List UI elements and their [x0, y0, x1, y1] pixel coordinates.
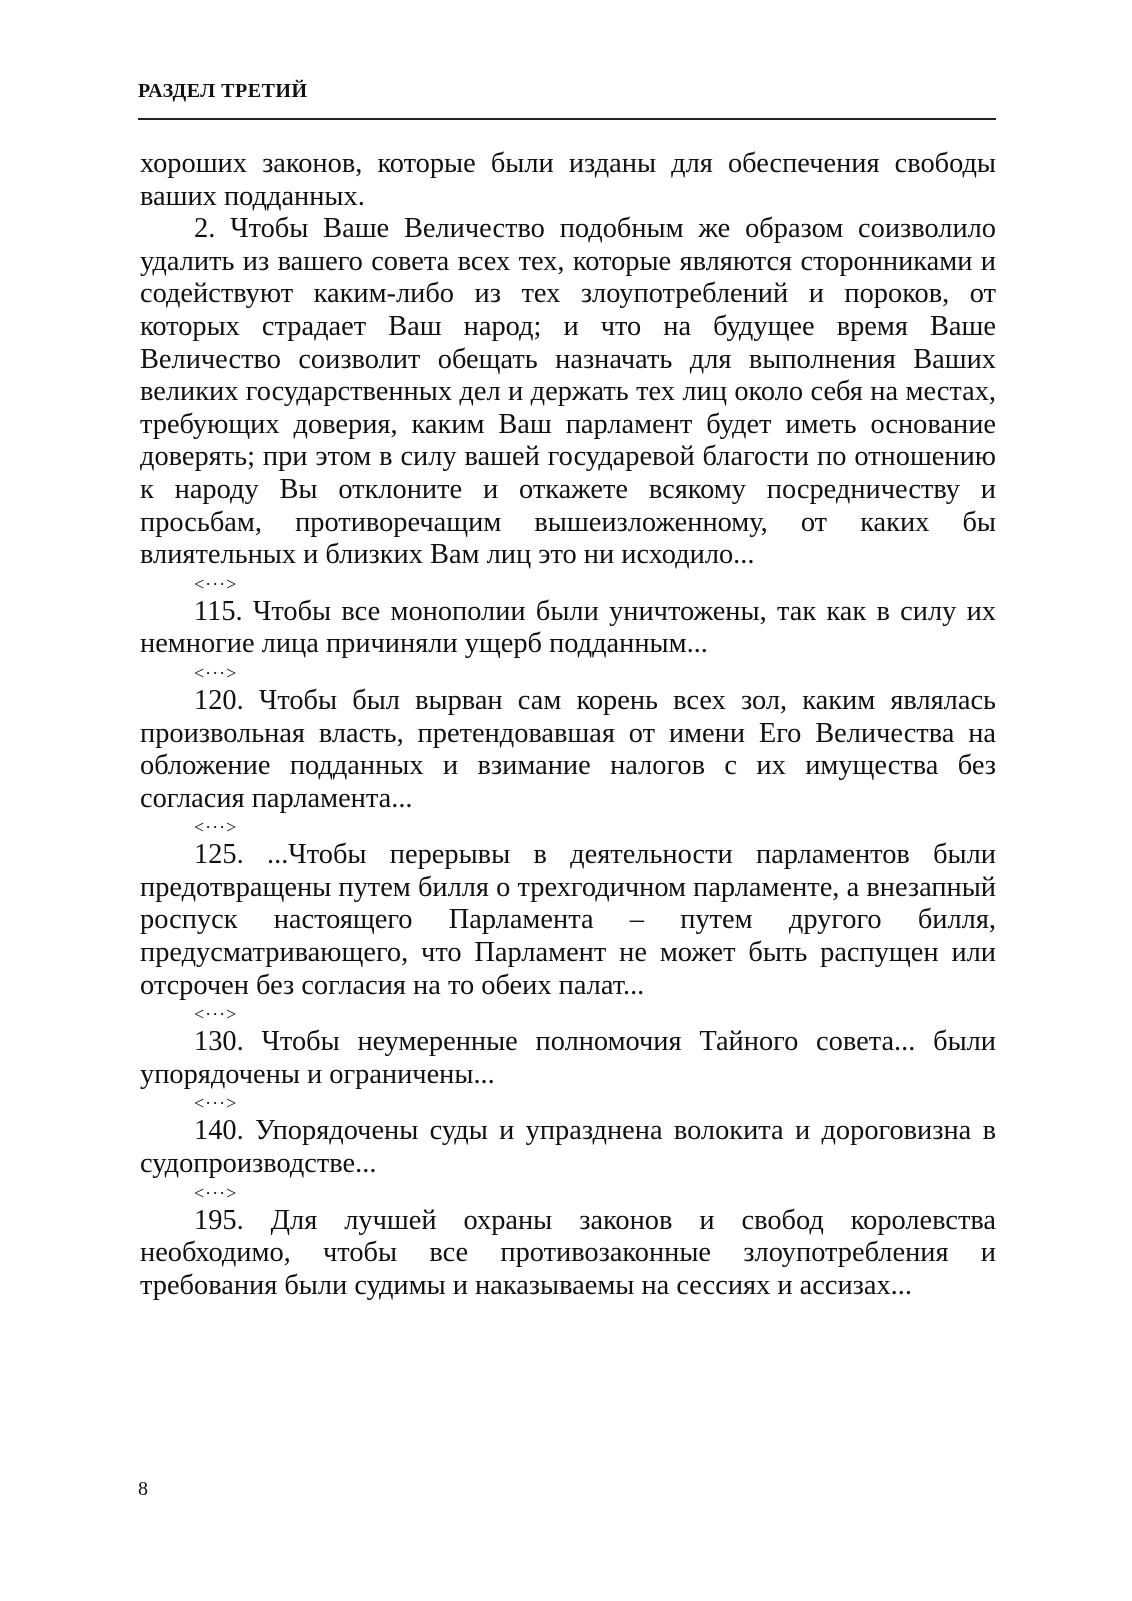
paragraph-item-195: 195. Для лучшей охраны законов и свобод королевства необходимо, чтобы все противозаконные злоупотребления и требования были судимы и наказываемы на сессиях и ассизах...: [140, 1204, 996, 1301]
omission-marker: <···>: [194, 1004, 238, 1025]
section-header: РАЗДЕЛ ТРЕТИЙ: [138, 80, 308, 102]
paragraph-item-140: 140. Упорядочены суды и упразднена волокита и дороговизна в судопроизводстве...: [140, 1115, 996, 1180]
paragraph-continuation: хороших законов, которые были изданы для обеспечения свободы ваших подданных.: [140, 148, 996, 212]
document-body: [140, 148, 996, 1302]
paragraph-item-125: 125. ...Чтобы перерывы в деятельности парламентов были предотвращены путем билля о трехгодичном парламенте, а внезапный роспуск настоящего Парламента – путем другого билля, предусматривающего, что Парламент не может быть распущен или отсрочен без согласия на то обеих палат...: [140, 839, 996, 1001]
omission-marker: <···>: [194, 573, 238, 594]
header-rule: [138, 118, 996, 120]
paragraph-item-2: 2. Чтобы Ваше Величество подобным же образом соизволило удалить из вашего совета всех тех, которые являются сторонниками и содействуют каким-либо из тех злоупотреблений и пороков, от которых страдает Ваш народ; и что на будущее время Ваше Величество соизволит обещать назначать для выполнения Ваших великих государственных дел и держать тех лиц около себя на местах, требующих доверия, каким Ваш парламент будет иметь основание доверять; при этом в силу вашей государевой благости по отношению к народу Вы отклоните и откажете всякому посредничеству и просьбам, противоречащим вышеизложенному, от каких бы влиятельных и близких Вам лиц это ни исходило...: [140, 213, 996, 571]
omission-marker: <···>: [194, 1093, 238, 1114]
omission-marker: <···>: [194, 662, 238, 683]
paragraph-item-115: 115. Чтобы все монополии были уничтожены, так как в силу их немногие лица причиняли ущерб подданным...: [140, 595, 996, 660]
omission-marker: <···>: [194, 817, 238, 838]
paragraph-item-120: 120. Чтобы был вырван сам корень всех зол, каким являлась произвольная власть, претендовавшая от имени Его Величества на обложение подданных и взимание налогов с их имущества без согласия парламента...: [140, 684, 996, 814]
paragraph-item-130: 130. Чтобы неумеренные полномочия Тайного совета... были упорядочены и ограничены...: [140, 1026, 996, 1090]
omission-marker: <···>: [194, 1182, 238, 1203]
page-number: 8: [138, 1478, 148, 1500]
